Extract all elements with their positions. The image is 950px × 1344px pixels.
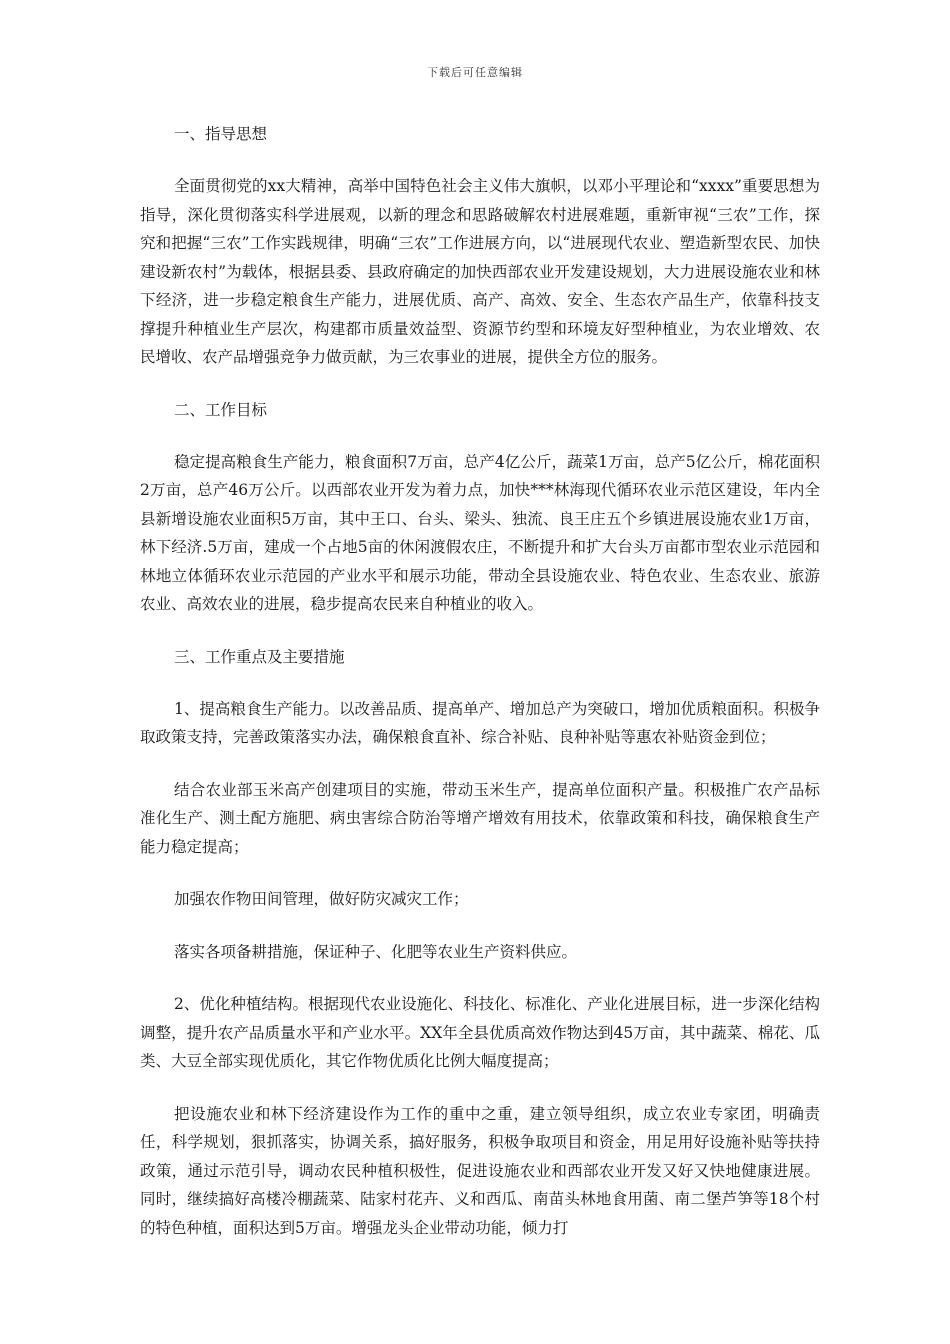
document-body xyxy=(140,120,820,1266)
paragraph: 把设施农业和林下经济建设作为工作的重中之重，建立领导组织，成立农业专家团，明确责任，科学规划，狠抓落实，协调关系，搞好服务，积极争取项目和资金，用足用好设施补贴等扶持政策，通过示范引导，调动农民种植积极性，促进设施农业和西部农业开发又好又快地健康进展。同时，继续搞好高楼冷棚蔬菜、陆家村花卉、义和西瓜、南苗头林地食用菌、南二堡芦笋等18个村的特色种植，面积达到5万亩。增强龙头企业带动功能，倾力打 xyxy=(140,1104,820,1237)
page-header: 下载后可任意编辑 xyxy=(427,66,523,79)
section-heading-key-measures: 三、工作重点及主要措施 xyxy=(174,647,345,666)
paragraph: 2、优化种植结构。根据现代农业设施化、科技化、标准化、产业化进展目标，进一步深化结构调整，提升农产品质量水平和产业水平。XX年全县优质高效作物达到45万亩，其中蔬菜、棉花、瓜类、大豆全部实现优质化，其它作物优质化比例大幅度提高； xyxy=(140,995,820,1070)
paragraph: 全面贯彻党的xx大精神，高举中国特色社会主义伟大旗帜，以邓小平理论和“xxxx”重要思想为指导，深化贯彻落实科学进展观，以新的理念和思路破解农村进展难题，重新审视“三农”工作，探究和把握“三农”工作实践规律，明确“三农”工作进展方向，以“进展现代农业、塑造新型农民、加快建设新农村”为载体，根据县委、县政府确定的加快西部农业开发建设规划，大力进展设施农业和林下经济，进一步稳定粮食生产能力，进展优质、高产、高效、安全、生态农产品生产，依靠科技支撑提升种植业生产层次，构建都市质量效益型、资源节约型和环境友好型种植业，为农业增效、农民增收、农产品增强竞争力做贡献，为三农事业的进展，提供全方位的服务。 xyxy=(140,177,820,366)
section-heading-work-goals: 二、工作目标 xyxy=(174,400,268,419)
section-heading-guiding-ideology: 一、指导思想 xyxy=(174,125,268,143)
paragraph: 结合农业部玉米高产创建项目的实施，带动玉米生产，提高单位面积产量。积极推广农产品标准化生产、测土配方施肥、病虫害综合防治等增产增效有用技术，依靠政策和科技，确保粮食生产能力稳定提高； xyxy=(140,780,820,856)
paragraph: 稳定提高粮食生产能力，粮食面积7万亩，总产4亿公斤，蔬菜1万亩，总产5亿公斤，棉花面积2万亩，总产46万公斤。以西部农业开发为着力点，加快***林海现代循环农业示范区建设，年内全县新增设施农业面积5万亩，其中王口、台头、梁头、独流、良王庄五个乡镇进展设施农业1万亩，林下经济.5万亩，建成一个占地5亩的休闲渡假农庄，不断提升和扩大台头万亩都市型农业示范园和林地立体循环农业示范园的产业水平和展示功能，带动全县设施农业、特色农业、生态农业、旅游农业、高效农业的进展，稳步提高农民来自种植业的收入。 xyxy=(140,452,820,613)
paragraph: 落实各项备耕措施，保证种子、化肥等农业生产资料供应。 xyxy=(174,942,578,961)
paragraph: 1、提高粮食生产能力。以改善品质、提高单产、增加总产为突破口，增加优质粮面积。积极争取政策支持，完善政策落实办法，确保粮食直补、综合补贴、良种补贴等惠农补贴资金到位； xyxy=(140,699,820,746)
paragraph: 加强农作物田间管理，做好防灾减灾工作； xyxy=(174,890,469,908)
